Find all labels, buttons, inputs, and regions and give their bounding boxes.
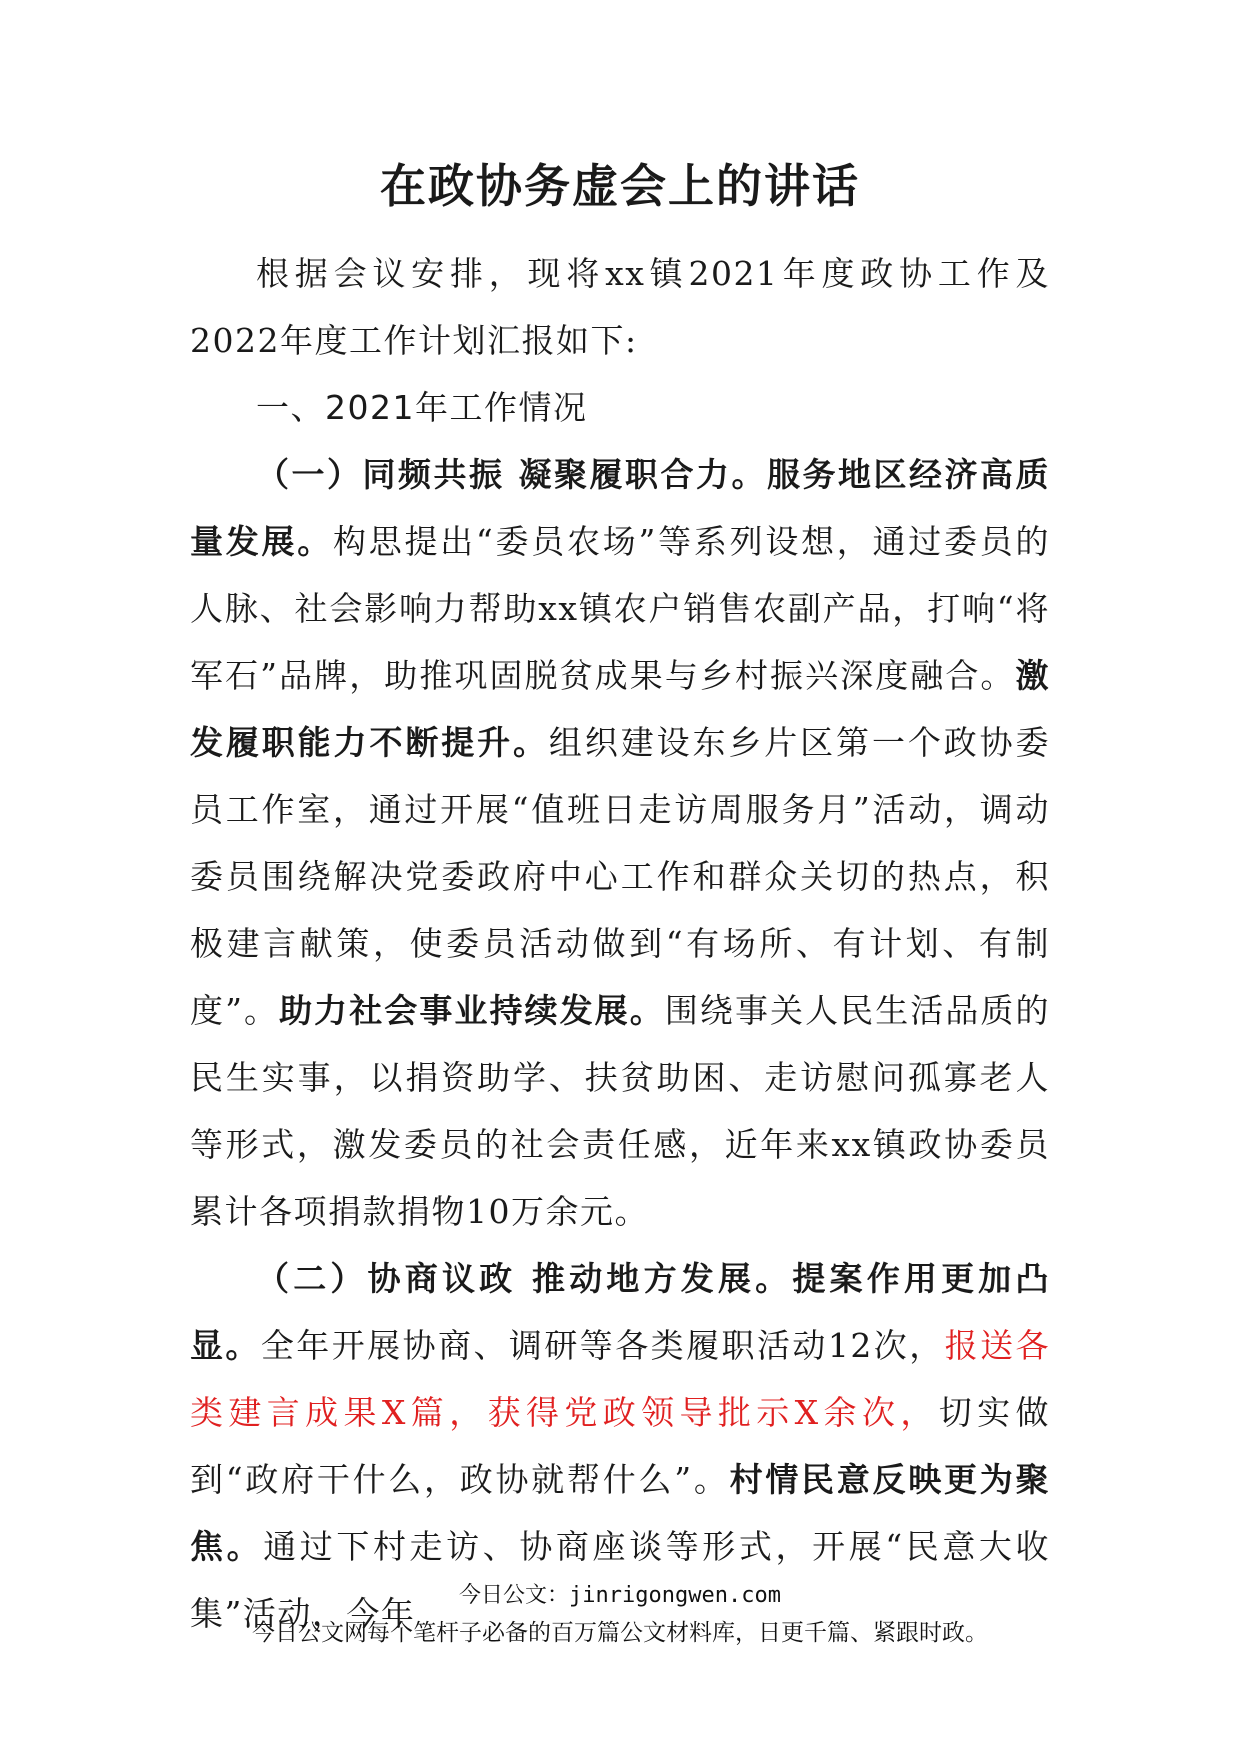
paragraph-2-text-1-after: 切实做到“政府干什么，政协就帮什么”。 <box>190 1393 1050 1499</box>
paragraph-1-lead: （一）同频共振 凝聚履职合力。 <box>256 455 767 494</box>
paragraph-1 <box>190 441 1050 1245</box>
paragraph-1-subhead-1: 服务地区经济高质量发展。 <box>190 455 1050 561</box>
footer-label: 今日公文： <box>459 1583 570 1608</box>
intro-paragraph: 根据会议安排，现将xx镇2021年度政协工作及2022年度工作计划汇报如下: <box>190 254 1050 360</box>
paragraph-2-subhead-1: 提案作用更加凸显。 <box>190 1259 1051 1365</box>
paragraph-1-subhead-2: 激发履职能力不断提升。 <box>190 656 1050 762</box>
paragraph-2-subhead-2: 村情民意反映更为聚焦。 <box>190 1460 1050 1566</box>
paragraph-1-subhead-3: 助力社会事业持续发展。 <box>279 991 665 1030</box>
footer-site <box>0 1578 1240 1609</box>
paragraph-2-lead: （二）协商议政 推动地方发展。 <box>256 1259 793 1298</box>
footer-slogan: 今日公文网每个笔杆子必备的百万篇公文材料库，日更千篇、紧跟时政。 <box>252 1620 988 1646</box>
footer-url-link[interactable]: jinrigongwen.com <box>569 1583 781 1608</box>
paragraph-2-text-1: 全年开展协商、调研等各类履职活动12次， <box>260 1326 945 1365</box>
document-body <box>190 240 1050 1647</box>
section-heading: 一、2021年工作情况 <box>256 388 588 427</box>
paragraph-2-highlight: 报送各类建言成果X篇，获得党政领导批示X余次， <box>190 1326 1051 1432</box>
document-title: 在政协务虚会上的讲话 <box>380 159 860 213</box>
paragraph-2-text-2: 通过下村走访、协商座谈等形式，开展“民意大收集”活动，今年 <box>190 1527 1050 1633</box>
paragraph-1-text-3: 围绕事关人民生活品质的民生实事，以捐资助学、扶贫助困、走访慰问孤寡老人等形式，激发委员的社会责任感，近年来xx镇政协委员累计各项捐款捐物10万余元。 <box>190 991 1051 1231</box>
paragraph-1-text-1: 构思提出“委员农场”等系列设想，通过委员的人脉、社会影响力帮助xx镇农户销售农副产品，打响“将军石”品牌，助推巩固脱贫成果与乡村振兴深度融合。 <box>190 522 1051 695</box>
paragraph-1-text-2: 组织建设东乡片区第一个政协委员工作室，通过开展“值班日走访周服务月”活动，调动委员围绕解决党委政府中心工作和群众关切的热点，积极建言献策，使委员活动做到“有场所、有计划、有制度”。 <box>190 723 1051 1030</box>
